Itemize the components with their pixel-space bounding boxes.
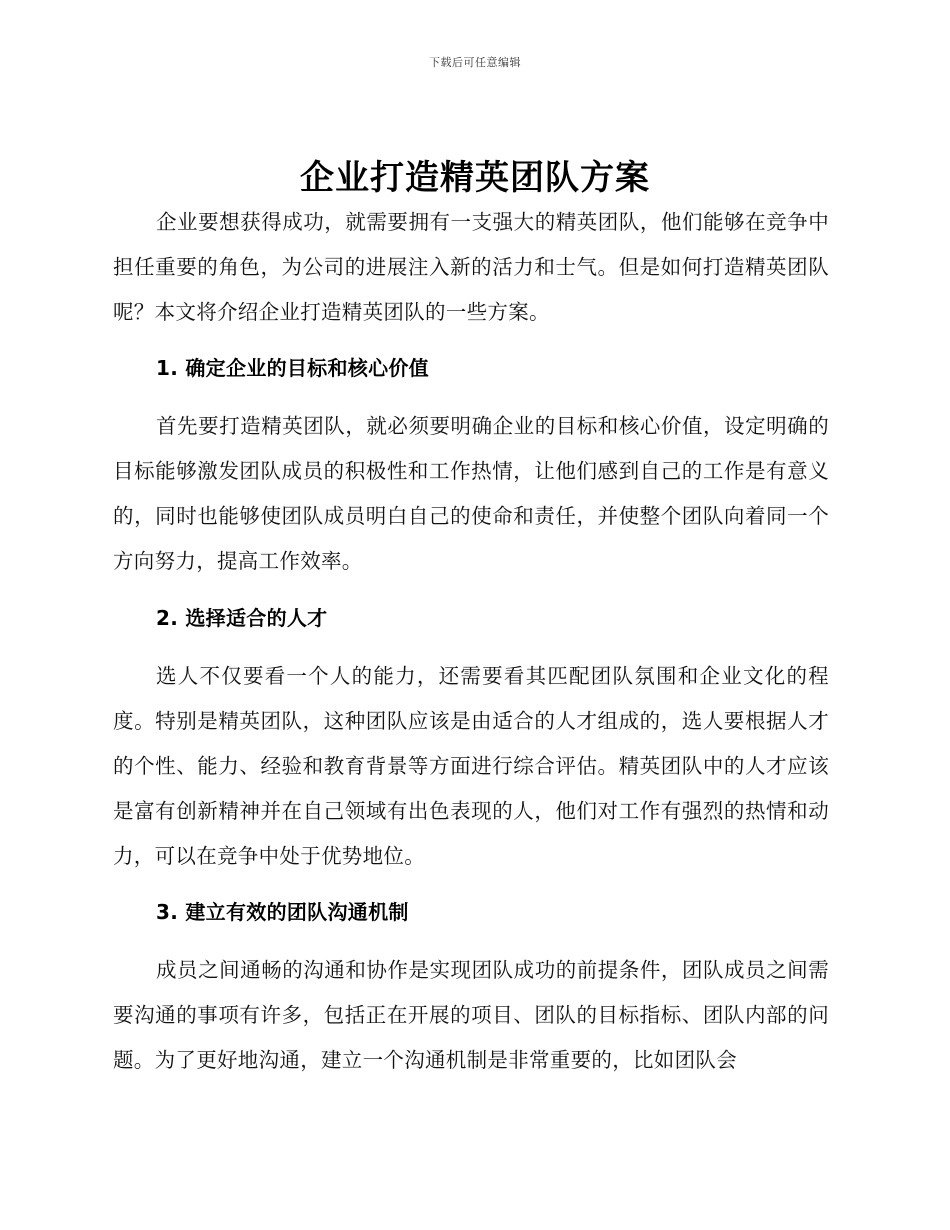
- intro-paragraph: 企业要想获得成功，就需要拥有一支强大的精英团队，他们能够在竞争中担任重要的角色，为公司的进展注入新的活力和士气。但是如何打造精英团队呢？本文将介绍企业打造精英团队的一些方案。: [113, 210, 829, 324]
- section-1-body-block: [113, 404, 829, 584]
- section-2-heading: 2. 选择适合的人才: [156, 606, 328, 630]
- section-3-heading-block: [113, 890, 829, 935]
- section-3-paragraph: 成员之间通畅的沟通和协作是实现团队成功的前提条件，团队成员之间需要沟通的事项有许多，包括正在开展的项目、团队的目标指标、团队内部的问题。为了更好地沟通，建立一个沟通机制是非常重要的，比如团队会: [113, 958, 829, 1072]
- section-1-heading: 1. 确定企业的目标和核心价值: [156, 356, 429, 380]
- intro-paragraph-block: [113, 200, 829, 335]
- section-1-heading-block: [113, 346, 829, 391]
- section-3-body-block: [113, 948, 829, 1083]
- section-3-heading: 3. 建立有效的团队沟通机制: [156, 900, 409, 924]
- header-note: 下载后可任意编辑: [429, 56, 521, 69]
- section-2-body-block: [113, 654, 829, 879]
- section-2-heading-block: [113, 596, 829, 641]
- section-2-paragraph: 选人不仅要看一个人的能力，还需要看其匹配团队氛围和企业文化的程度。特别是精英团队，这种团队应该是由适合的人才组成的，选人要根据人才的个性、能力、经验和教育背景等方面进行综合评估。精英团队中的人才应该是富有创新精神并在自己领域有出色表现的人，他们对工作有强烈的热情和动力，可以在竞争中处于优势地位。: [113, 664, 829, 868]
- document-title: 企业打造精英团队方案: [300, 158, 650, 198]
- section-1-paragraph: 首先要打造精英团队，就必须要明确企业的目标和核心价值，设定明确的目标能够激发团队成员的积极性和工作热情，让他们感到自己的工作是有意义的，同时也能够使团队成员明白自己的使命和责任，并使整个团队向着同一个方向努力，提高工作效率。: [113, 414, 829, 573]
